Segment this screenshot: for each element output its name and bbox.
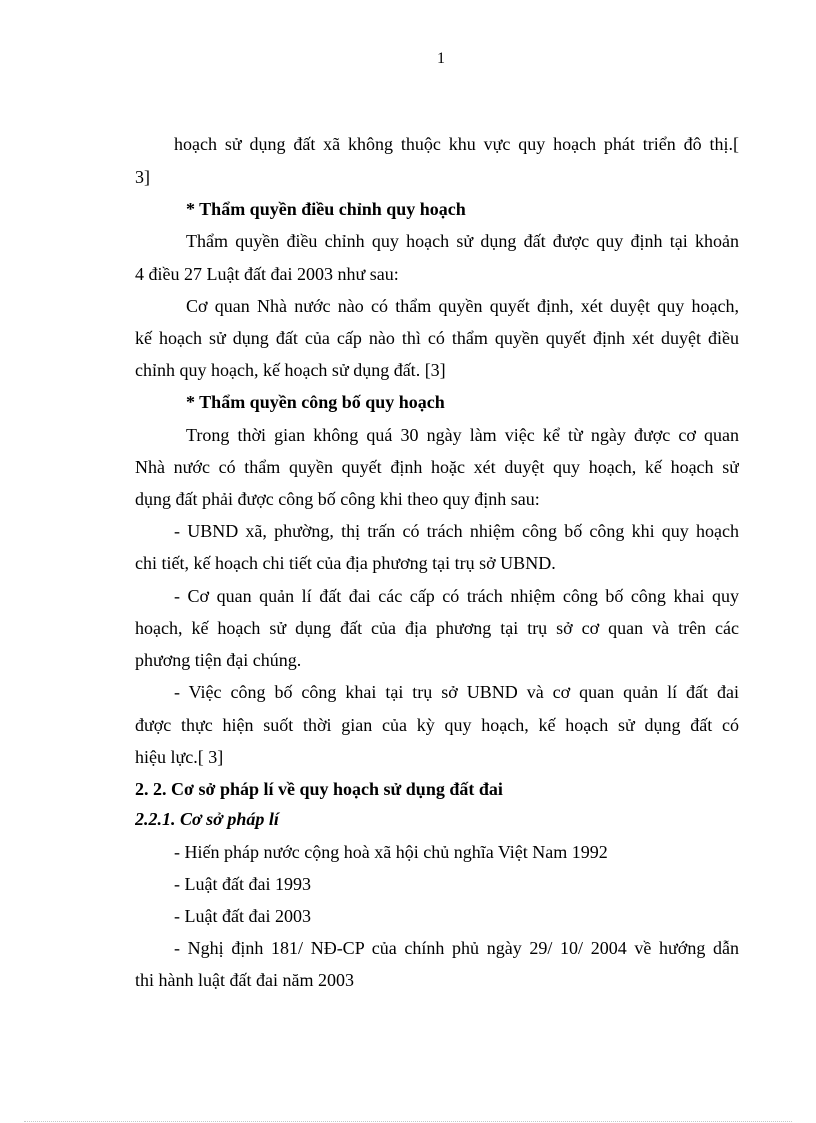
page-bottom-divider: [24, 1121, 792, 1122]
section-heading: * Thẩm quyền điều chỉnh quy hoạch: [186, 199, 466, 219]
list-item: - Nghị định 181/ NĐ-CP của chính phủ ngày 29/ 10/ 2004 về hướng dẫn: [174, 938, 739, 958]
body-line: 4 điều 27 Luật đất đai 2003 như sau:: [135, 264, 399, 284]
list-item: - UBND xã, phường, thị trấn có trách nhiệm công bố công khi quy hoạch: [174, 521, 739, 541]
section-heading: * Thẩm quyền công bố quy hoạch: [186, 392, 445, 412]
list-item: - Luật đất đai 1993: [174, 874, 311, 894]
body-line: Nhà nước có thẩm quyền quyết định hoặc xét duyệt quy hoạch, kế hoạch sử: [135, 457, 739, 477]
page-number: 1: [437, 50, 445, 67]
body-line: chi tiết, kế hoạch chi tiết của địa phương tại trụ sở UBND.: [135, 553, 556, 573]
body-line: hiệu lực.[ 3]: [135, 747, 224, 767]
body-line: chỉnh quy hoạch, kế hoạch sử dụng đất. [3]: [135, 360, 446, 380]
body-line: thi hành luật đất đai năm 2003: [135, 970, 354, 990]
body-line: được thực hiện suốt thời gian của kỳ quy hoạch, kế hoạch sử dụng đất có: [135, 715, 739, 735]
list-item: - Luật đất đai 2003: [174, 906, 311, 926]
body-line: hoạch sử dụng đất xã không thuộc khu vực quy hoạch phát triển đô thị.[: [174, 134, 739, 154]
body-line: hoạch, kế hoạch sử dụng đất của địa phương tại trụ sở cơ quan và trên các: [135, 618, 739, 638]
body-line: dụng đất phải được công bố công khi theo quy định sau:: [135, 489, 540, 509]
body-line: kế hoạch sử dụng đất của cấp nào thì có thẩm quyền quyết định xét duyệt điều: [135, 328, 739, 348]
list-item: - Hiến pháp nước cộng hoà xã hội chủ nghĩa Việt Nam 1992: [174, 842, 608, 862]
body-line: Thẩm quyền điều chỉnh quy hoạch sử dụng đất được quy định tại khoản: [186, 231, 739, 251]
body-line: Cơ quan Nhà nước nào có thẩm quyền quyết định, xét duyệt quy hoạch,: [186, 296, 739, 316]
list-item: - Việc công bố công khai tại trụ sở UBND và cơ quan quản lí đất đai: [174, 682, 739, 702]
body-line: Trong thời gian không quá 30 ngày làm việc kể từ ngày được cơ quan: [186, 425, 739, 445]
section-title: 2. 2. Cơ sở pháp lí về quy hoạch sử dụng đất đai: [135, 779, 503, 799]
body-line: 3]: [135, 167, 150, 187]
subsection-title: 2.2.1. Cơ sở pháp lí: [135, 809, 279, 829]
list-item: - Cơ quan quản lí đất đai các cấp có trách nhiệm công bố công khai quy: [174, 586, 739, 606]
body-line: phương tiện đại chúng.: [135, 650, 302, 670]
